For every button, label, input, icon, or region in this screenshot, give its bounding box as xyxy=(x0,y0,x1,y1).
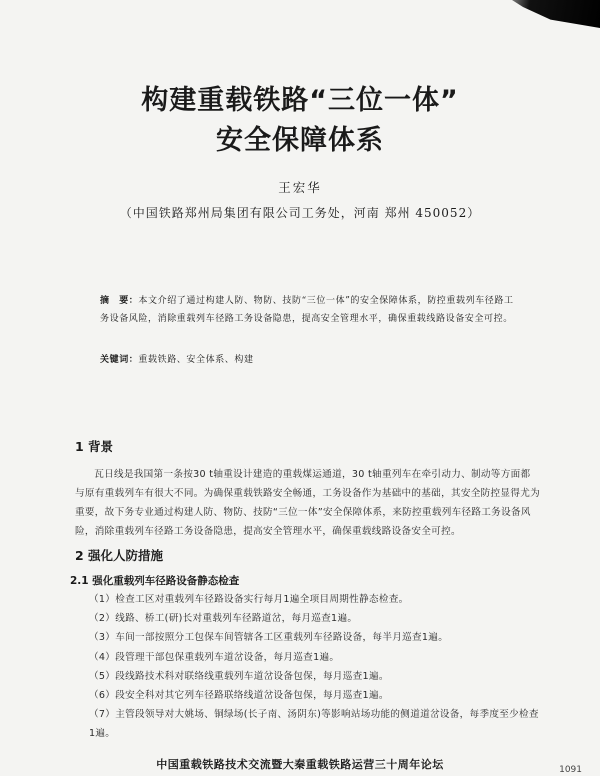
list-item: （2）线路、桥工(研)长对重载列车径路道岔，每月巡查1遍。 xyxy=(89,613,358,625)
paper-title-line1: 构建重载铁路“三位一体” xyxy=(141,85,459,116)
keywords-label: 关键词： xyxy=(100,355,139,365)
list-item: （6）段安全科对其它列车径路联络线道岔设备包保，每月巡查1遍。 xyxy=(89,690,389,702)
conference-footer: 中国重载铁路技术交流暨大秦重载铁路运营三十周年论坛 xyxy=(156,758,444,771)
abstract-text: 本文介绍了通过构建人防、物防、技防“三位一体”的安全保障体系，防控重载列车径路工务设备风险，消除重载列车径路工务设备隐患，提高安全管理水平，确保重载线路设备安全可控。 xyxy=(100,296,514,324)
list-item: （3）车间一部按照分工包保车间管辖各工区重载列车径路设备，每半月巡查1遍。 xyxy=(89,632,449,644)
inspection-item-list xyxy=(75,590,545,744)
list-item: （4）段管理干部包保重载列车道岔设备，每月巡查1遍。 xyxy=(89,651,340,663)
section-heading-background: 1 背景 xyxy=(75,439,114,454)
author-affiliation: （中国铁路郑州局集团有限公司工务处，河南 郑州 450052） xyxy=(119,206,481,220)
keywords-text: 重载铁路、安全体系、构建 xyxy=(138,355,254,365)
subsection-heading-static-inspection: 2.1 强化重载列车径路设备静态检查 xyxy=(70,575,240,587)
abstract xyxy=(100,292,520,328)
list-item: （7）主管段领导对大姚场、铜绿场(长子南、汤阴东)等影响站场功能的侧道道岔设备，每季度至少检查1遍。 xyxy=(89,709,539,740)
scan-edge-shadow xyxy=(490,0,600,28)
section-paragraph-background: 瓦日线是我国第一条按30 t轴重设计建造的重载煤运通道，30 t轴重列车在牵引动力、制动等方面都与原有重载列车有很大不同。为确保重载铁路安全畅通，工务设备作为基础中的基础，其安全防控显得尤为重要，故下务专业通过构建人防、物防、技防“三位一体”安全保障体系，来防控重载列车径路工务设备风险，消除重载列车径路工务设备隐患，提高安全管理水平，确保重载线路设备安全可控。 xyxy=(75,469,541,537)
abstract-label: 摘 要： xyxy=(100,296,139,306)
list-item: （1）检查工区对重载列车径路设备实行每月1遍全项目周期性静态检查。 xyxy=(89,594,409,605)
author-name: 王宏华 xyxy=(278,180,322,195)
list-item: （5）段线路技术科对联络线重载列车道岔设备包保，每月巡查1遍。 xyxy=(89,670,389,682)
page-number: 1091 xyxy=(559,765,582,775)
keywords xyxy=(100,352,520,365)
paper-title-line2: 安全保障体系 xyxy=(216,125,384,156)
section-heading-human-prevention: 2 强化人防措施 xyxy=(75,548,164,563)
